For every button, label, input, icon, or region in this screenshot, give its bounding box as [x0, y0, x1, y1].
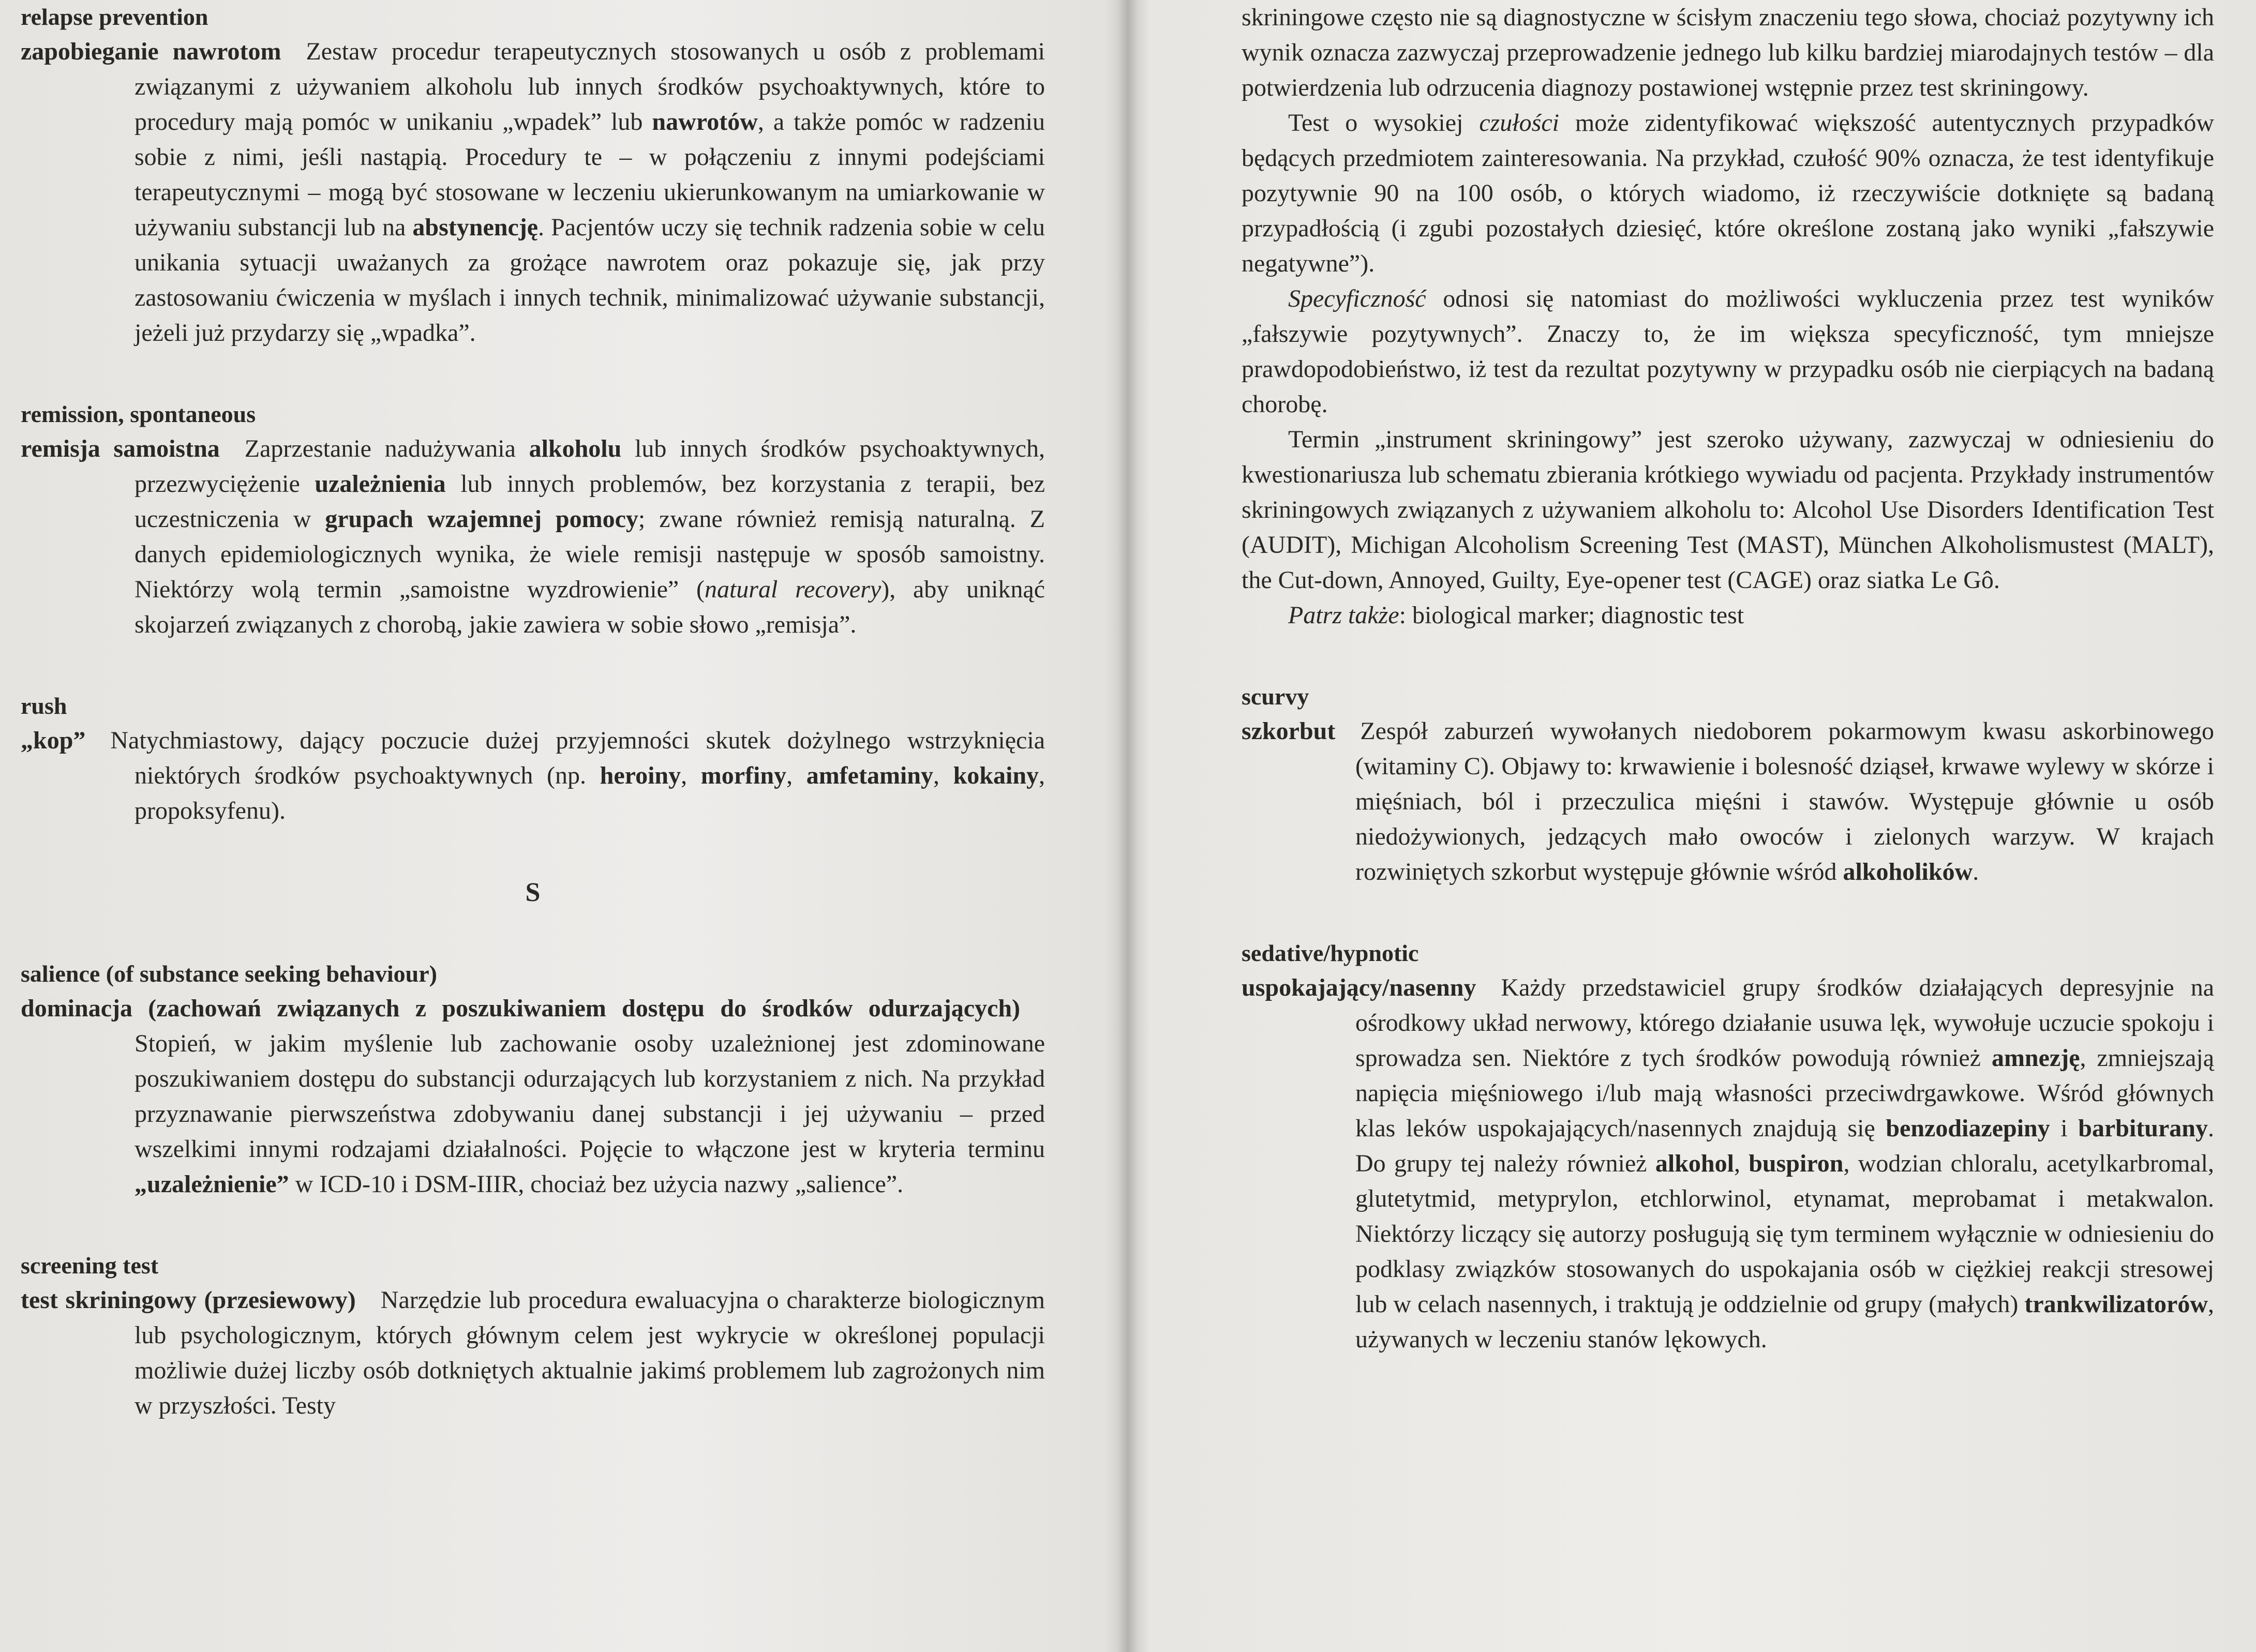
definition-text: Stopień, w jakim myślenie lub zachowanie osoby uzależnionej jest zdominowane poszukiwaniem dostępu do substancji odurzających lub korzystaniem z nich. Na przykład przyznawanie pierwszeństwa zdobywaniu danej substancji i jej używaniu – przed wszelkimi innymi rodzajami działalności. Pojęcie to włączone jest w kryteria terminu — [135, 1030, 1045, 1163]
entry-polish-term: test skriningowy (przesiewowy) — [21, 1286, 356, 1314]
definition-text: Narzędzie lub procedura ewaluacyjna o charakterze biologicznym lub psychologicznym, których głównym celem jest wykrycie w określonej populacji możliwie dużej liczby osób dotkniętych aktualnie jakimś problemem lub zagrożonych nim w przyszłości. Testy — [135, 1286, 1045, 1419]
bold-term: alkoholu — [529, 435, 622, 462]
definition-text: , — [786, 762, 806, 789]
left-entries — [21, 0, 1045, 829]
definition-text: , używanych w leczeniu stanów lękowych. — [1355, 1290, 2214, 1353]
bold-term: trankwilizatorów — [2024, 1290, 2208, 1318]
definition-text: . Pacjentów uczy się technik radzenia sobie w celu unikania sytuacji uważanych za grożące nawrotem oraz pokazuje się, jak przy zastosowaniu ćwiczenia w myślach i innych technik, minimalizować używanie substancji, jeżeli już przydarzy się „wpadka”. — [135, 214, 1045, 347]
entry-english-term: scurvy — [1242, 683, 1309, 710]
continuation-paragraph — [1242, 281, 2214, 422]
dictionary-entry — [1242, 680, 2214, 890]
entry-definition — [1242, 970, 2214, 1357]
dictionary-entry — [21, 0, 1045, 351]
bold-term: amfetaminy — [806, 762, 933, 789]
bold-term: alkohol — [1655, 1150, 1734, 1177]
entry-english-term: sedative/hypnotic — [1242, 940, 1419, 966]
bold-term: morfiny — [700, 762, 787, 789]
definition-text: Zaprzestanie nadużywania — [244, 435, 529, 462]
entry-english-term: screening test — [21, 1252, 159, 1279]
definition-text: Natychmiastowy, dający poczucie dużej przyjemności skutek dożylnego wstrzyknięcia niektórych środków psychoaktywnych (np. — [110, 727, 1045, 789]
definition-text: , — [681, 762, 701, 789]
definition-text: Zespół zaburzeń wywołanych niedoborem pokarmowym kwasu askorbinowego (witaminy C). Objawy to: krwawienie i bolesność dziąseł, krwawe wylewy w skórze i mięśniach, ból i przeczulica mięśni i stawów. Występuje głównie u osób niedożywionych, jedzących mało owoców i zielonych warzyw. W krajach rozwiniętych szkorbut występuje głównie wśród — [1355, 717, 2214, 885]
see-also — [1242, 598, 2214, 633]
definition-text: odnosi się natomiast do możliwości wykluczenia przez test wyników „fałszywie pozytywnych”. Znaczy to, że im większa specyficzność, tym mniejsze prawdopodobieństwo, iż test da rezultat pozytywny w przypadku osób nie cierpiących na badaną chorobę. — [1242, 285, 2214, 418]
bold-term: kokainy — [953, 762, 1039, 789]
entry-polish-term: remisja samoistna — [21, 435, 220, 462]
bold-term: uzależnienia — [315, 470, 446, 498]
bold-term: nawrotów — [652, 108, 758, 136]
dictionary-entry — [21, 689, 1045, 829]
see-also-label: Patrz także — [1288, 602, 1399, 629]
entry-polish-term: uspokajający/nasenny — [1242, 974, 1476, 1001]
bold-term: barbiturany — [2078, 1115, 2208, 1142]
entry-english-term: relapse prevention — [21, 4, 208, 30]
right-entries — [1242, 680, 2214, 1357]
left-page — [21, 0, 1045, 1652]
definition-text: Każdy przedstawiciel grupy środków działających depresyjnie na ośrodkowy układ nerwowy, którego działanie usuwa lęk, wywołuje uczucie spokoju i sprowadza sen. Niektóre z tych środków powodują również — [1355, 974, 2214, 1072]
section-letter: S — [525, 878, 541, 907]
definition-text: Termin „instrument skriningowy” jest szeroko używany, zazwyczaj w odniesieniu do kwestionariusza lub schematu zbierania krótkiego wywiadu od pacjenta. Przykłady instrumentów skriningowych związanych z używaniem alkoholu to: Alcohol Use Disorders Identification Test (AUDIT), Michigan Alcoholism Screening Test (MAST), München Alkoholismustest (MALT), the Cut-down, Annoyed, Guilty, Eye-opener test (CAGE) oraz siatka Le Gô. — [1242, 426, 2214, 594]
definition-text: ; zwane również remisją naturalną. Z danych epidemiologicznych wynika, że wiele remisji następuje w sposób samoistny. Niektórzy wolą termin „samoistne wyzdrowienie” ( — [135, 505, 1045, 603]
definition-text: , — [933, 762, 953, 789]
definition-text: , wodzian chloralu, acetylkarbromal, glutetytmid, metyprylon, etchlorwinol, etynamat, meprobamat i metakwalon. Niektórzy liczący się autorzy posługują się tym terminem wyłącznie w odniesieniu do podklasy związków stosowanych do uspokajania osób w ciężkiej reakcji stresowej lub w celach nasennych, i traktują je oddzielnie od grupy (małych) — [1355, 1150, 2215, 1318]
definition-text: . — [1973, 858, 1979, 885]
continuation-text — [1242, 0, 2214, 598]
entry-english-term: remission, spontaneous — [21, 401, 256, 427]
definition-text: Test o wysokiej — [1288, 109, 1480, 137]
entry-polish-term: dominacja (zachowań związanych z poszukiwaniem dostępu do środków odurzających) — [21, 995, 1020, 1022]
entry-definition — [21, 431, 1045, 642]
italic-term: Specyficzność — [1288, 285, 1426, 312]
dictionary-entry — [1242, 936, 2214, 1357]
bold-term: abstynencję — [412, 214, 539, 241]
dictionary-entry — [21, 1249, 1045, 1423]
definition-text: i — [2050, 1115, 2079, 1142]
definition-text: Zestaw procedur terapeutycznych stosowanych u osób z problemami związanymi z używaniem alkoholu lub innych środków psychoaktywnych, które to procedury mają pomóc w unikaniu „wpadek” lub — [135, 38, 1045, 136]
definition-text: , propoksyfenu). — [135, 762, 1045, 824]
right-page — [1242, 0, 2214, 1652]
definition-text: skriningowe często nie są diagnostyczne w ścisłym znaczeniu tego słowa, chociaż pozytywny ich wynik oznacza zazwyczaj przeprowadzenie jednego lub kilku bardziej miarodajnych testów – dla potwierdzenia lub odrzucenia diagnozy postawionej wstępnie przez test skriningowy. — [1242, 4, 2214, 101]
definition-text: może zidentyfikować większość autentycznych przypadków będących przedmiotem zainteresowania. Na przykład, czułość 90% oznacza, że test identyfikuje pozytywnie 90 na 100 osób, o których wiadomo, iż rzeczywiście dotknięte są badaną przypadłością (i zgubi pozostałych dziesięć, które określone zostaną jako wyniki „fałszywie negatywne”). — [1242, 109, 2215, 277]
definition-text: , zmniejszają napięcia mięśniowego i/lub mają własności przeciwdrgawkowe. Wśród głównych klas leków uspokajających/nasennych znajdują się — [1355, 1044, 2215, 1142]
dictionary-entry — [21, 397, 1045, 642]
spacer — [1242, 633, 2214, 680]
left-entries-after — [21, 957, 1045, 1423]
bold-term: „uzależnienie” — [135, 1170, 289, 1198]
dictionary-entry — [21, 957, 1045, 1202]
entry-english-term: rush — [21, 693, 67, 719]
entry-definition — [1242, 714, 2214, 890]
bold-term: alkoholików — [1843, 858, 1973, 885]
definition-text: ), aby uniknąć skojarzeń związanych z chorobą, jakie zawiera w sobie słowo „remisja”. — [135, 576, 1045, 638]
entry-polish-term: „kop” — [21, 727, 86, 754]
continuation-paragraph — [1242, 106, 2214, 281]
definition-text: . Do grupy tej należy również — [1355, 1115, 2214, 1177]
entry-definition — [21, 723, 1045, 829]
entry-polish-term: zapobieganie nawrotom — [21, 38, 281, 65]
entry-definition — [21, 1283, 1045, 1423]
italic-term: czułości — [1479, 109, 1559, 137]
continuation-paragraph — [1242, 422, 2214, 598]
definition-text: lub innych środków psychoaktywnych, przezwyciężenie — [135, 435, 1045, 498]
continuation-paragraph — [1242, 0, 2214, 106]
book-gutter — [1117, 0, 1138, 1652]
bold-term: heroiny — [600, 762, 681, 789]
entry-definition — [21, 34, 1045, 351]
definition-text: w ICD-10 i DSM-IIIR, chociaż bez użycia nazwy „salience”. — [289, 1170, 904, 1198]
entry-definition — [21, 991, 1045, 1202]
bold-term: grupach wzajemnej pomocy — [325, 505, 638, 533]
bold-term: benzodiazepiny — [1886, 1115, 2050, 1142]
definition-text: , a także pomóc w radzeniu sobie z nimi, jeśli nastąpią. Procedury te – w połączeniu z innymi podejściami terapeutycznymi – mogą być stosowane w leczeniu ukierunkowanym na umiarkowanie w używaniu substancji lub na — [135, 108, 1045, 241]
italic-term: natural recovery — [704, 576, 882, 603]
definition-text: , — [1734, 1150, 1749, 1177]
bold-term: amnezję — [1991, 1044, 2080, 1072]
see-also-text: : biological marker; diagnostic test — [1399, 602, 1744, 629]
definition-text: lub innych problemów, bez korzystania z terapii, bez uczestniczenia w — [135, 470, 1045, 533]
entry-english-term: salience (of substance seeking behaviour) — [21, 960, 437, 987]
bold-term: buspiron — [1749, 1150, 1844, 1177]
entry-polish-term: szkorbut — [1242, 717, 1336, 745]
